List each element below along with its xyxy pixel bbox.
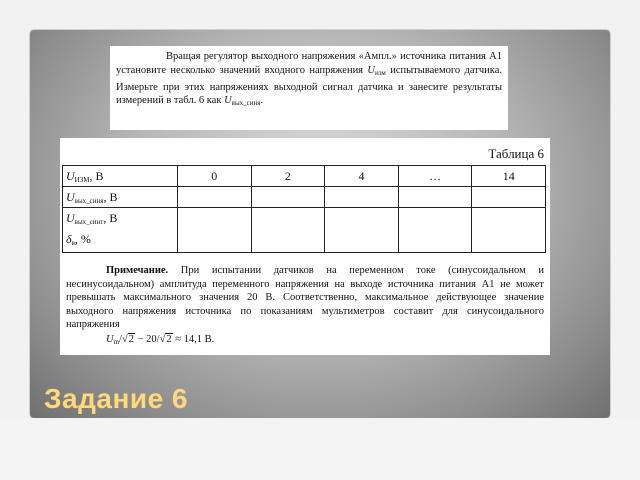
note-formula: $U_m/√2 - 20/√2 \approx 14,1$ В. xyxy=(106,333,215,346)
table-cell-empty xyxy=(398,187,472,208)
table-and-note-scan xyxy=(60,138,550,355)
table-cell-empty xyxy=(251,187,325,208)
table-cell: 14 xyxy=(472,166,546,187)
instruction-scan xyxy=(110,46,508,130)
table-cell: … xyxy=(398,166,472,187)
slide-title: Задание 6 xyxy=(44,383,189,414)
table-cell-empty xyxy=(398,208,472,253)
note-label: Примечание. xyxy=(106,265,169,276)
table-cell-empty xyxy=(251,208,325,253)
table-row-output-sin xyxy=(63,187,546,208)
row-header-u-vyh-sinya: $U_{вых\_синя}$, В xyxy=(63,187,178,208)
slide-footer-area xyxy=(0,418,640,480)
table-cell-empty xyxy=(472,208,546,253)
measurement-table xyxy=(62,165,546,253)
table-cell: 0 xyxy=(178,166,252,187)
instruction-text: Вращая регулятор выходного напряжения «Ампл.» источника питания А1 установите несколько значений входного напряжения $U_{изм}$ испытываемого датчика. Измерьте при этих напряжениях выходной сигнал датчика и занесите результаты измерений в табл. 6 как $U_{вых\_синя}$. xyxy=(116,51,502,108)
table-cell-empty xyxy=(178,208,252,253)
table-cell-empty xyxy=(325,208,399,253)
table-caption: Таблица 6 xyxy=(488,146,544,161)
table-cell-empty xyxy=(325,187,399,208)
note-block xyxy=(66,264,544,350)
row-header-u-izm: $U_{ИЗМ}$, В xyxy=(63,166,178,187)
table-row-input-voltage xyxy=(63,166,546,187)
row-header-u-vyh-sint: $U_{вых\_синт}$, В $\delta_в$, % xyxy=(63,208,178,253)
table-cell-empty xyxy=(178,187,252,208)
table-cell: 2 xyxy=(251,166,325,187)
table-cell-empty xyxy=(472,187,546,208)
table-row-output-sint xyxy=(63,208,546,253)
table-cell: 4 xyxy=(325,166,399,187)
note-text: Примечание. При испытании датчиков на переменном токе (синусоидальном и несинусоидальном) амплитуда переменного напряжения на выходе источника питания А1 не может превышать максимального значения 20 В. Соответственно, максимальное действующее значение выходного напряжения источника по показаниям мультиметров составит для синусоидального напряжения $U_m/√2 - 20/√2 \approx 14,1$ В. xyxy=(66,264,544,350)
measurement-table-wrapper xyxy=(62,165,546,253)
